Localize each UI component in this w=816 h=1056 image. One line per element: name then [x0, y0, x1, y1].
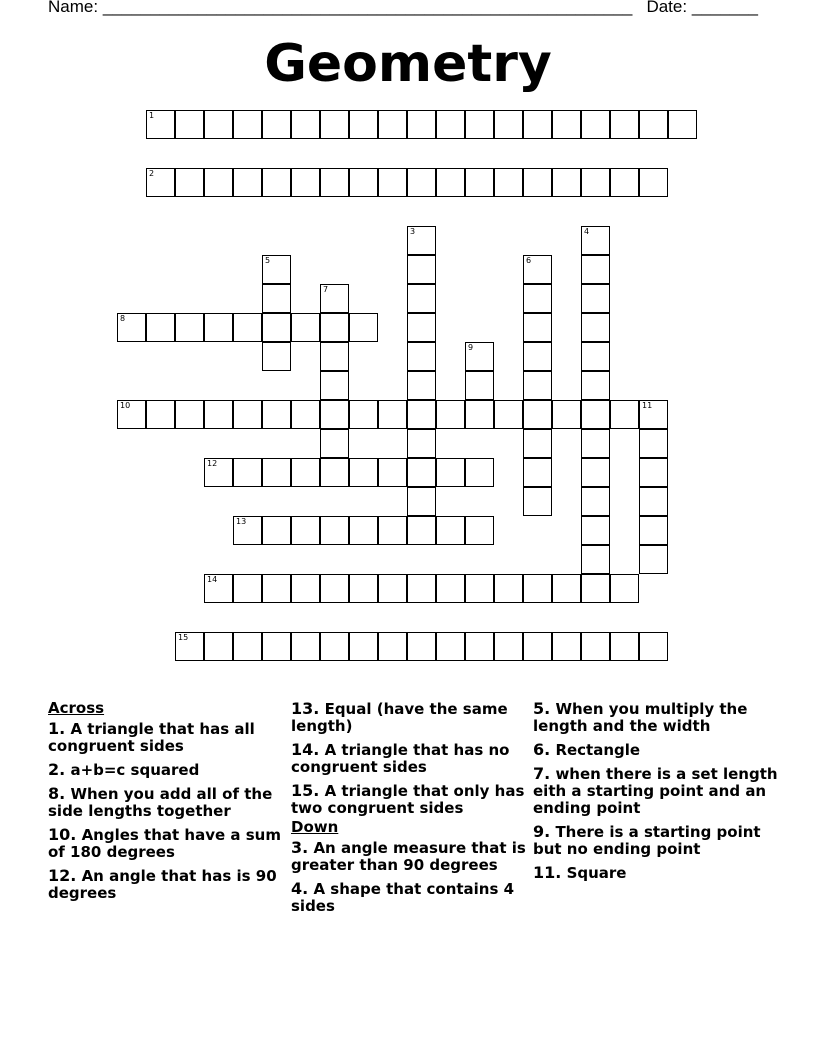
grid-cell[interactable]	[291, 458, 320, 487]
clue-number-label: 14	[207, 575, 218, 584]
grid-cell[interactable]	[407, 458, 436, 487]
clue-number-label: 13	[236, 517, 247, 526]
grid-cell[interactable]	[204, 313, 233, 342]
grid-cell[interactable]	[552, 400, 581, 429]
grid-cell[interactable]	[320, 458, 349, 487]
grid-cell[interactable]	[581, 516, 610, 545]
clue-item	[48, 826, 283, 861]
grid-cell[interactable]	[436, 632, 465, 661]
clue-item	[48, 867, 283, 902]
clue-item	[291, 782, 527, 817]
grid-cell[interactable]	[146, 313, 175, 342]
clue-number-label: 3	[410, 227, 416, 236]
clue-number-label: 6	[526, 256, 532, 265]
clue-text: When you add all of the side lengths together	[48, 785, 273, 820]
grid-cell[interactable]	[204, 110, 233, 139]
clue-item	[533, 765, 783, 817]
clue-number-label: 10	[120, 401, 131, 410]
grid-cell[interactable]	[349, 168, 378, 197]
grid-cell[interactable]	[175, 400, 204, 429]
clue-text: Angles that have a sum of 180 degrees	[48, 826, 281, 861]
grid-cell[interactable]	[407, 516, 436, 545]
grid-cell[interactable]	[204, 168, 233, 197]
grid-cell[interactable]	[465, 168, 494, 197]
clue-number-label: 8	[120, 314, 126, 323]
grid-cell[interactable]	[320, 429, 349, 458]
grid-cell[interactable]	[494, 574, 523, 603]
page-title: Geometry	[264, 34, 552, 94]
grid-cell[interactable]	[523, 110, 552, 139]
grid-cell[interactable]	[291, 313, 320, 342]
clue-text: Equal (have the same length)	[291, 700, 508, 735]
clues-column-2	[291, 700, 527, 921]
grid-cell[interactable]	[407, 110, 436, 139]
grid-cell[interactable]	[320, 574, 349, 603]
grid-cell[interactable]	[523, 574, 552, 603]
clue-number: 14.	[291, 740, 320, 759]
grid-cell[interactable]	[407, 342, 436, 371]
grid-cell[interactable]	[581, 400, 610, 429]
grid-cell[interactable]	[204, 574, 233, 603]
grid-cell[interactable]	[407, 255, 436, 284]
clue-text: a+b=c squared	[65, 761, 200, 779]
grid-cell[interactable]	[262, 458, 291, 487]
grid-cell[interactable]	[610, 168, 639, 197]
grid-cell[interactable]	[610, 400, 639, 429]
grid-cell[interactable]	[581, 487, 610, 516]
grid-cell[interactable]	[639, 168, 668, 197]
grid-cell[interactable]	[233, 574, 262, 603]
down-heading: Down	[291, 818, 339, 836]
grid-cell[interactable]	[552, 574, 581, 603]
grid-cell[interactable]	[233, 168, 262, 197]
grid-cell[interactable]	[349, 458, 378, 487]
grid-cell[interactable]	[233, 632, 262, 661]
grid-cell[interactable]	[610, 574, 639, 603]
grid-cell[interactable]	[668, 110, 697, 139]
clue-text: There is a starting point but no ending point	[533, 823, 761, 858]
grid-cell[interactable]	[581, 226, 610, 255]
grid-cell[interactable]	[291, 632, 320, 661]
grid-cell[interactable]	[436, 110, 465, 139]
grid-cell[interactable]	[233, 400, 262, 429]
grid-cell[interactable]	[523, 342, 552, 371]
grid-cell[interactable]	[639, 458, 668, 487]
grid-cell[interactable]	[581, 110, 610, 139]
grid-cell[interactable]	[262, 168, 291, 197]
grid-cell[interactable]	[291, 400, 320, 429]
grid-cell[interactable]	[436, 400, 465, 429]
grid-cell[interactable]	[378, 168, 407, 197]
grid-cell[interactable]	[349, 400, 378, 429]
grid-cell[interactable]	[233, 110, 262, 139]
clue-number: 9.	[533, 822, 551, 841]
grid-cell[interactable]	[262, 313, 291, 342]
grid-cell[interactable]	[610, 110, 639, 139]
grid-cell[interactable]	[639, 545, 668, 574]
grid-cell[interactable]	[639, 429, 668, 458]
clue-number: 10.	[48, 825, 77, 844]
grid-cell[interactable]	[233, 458, 262, 487]
name-label: Name:	[48, 0, 99, 16]
grid-cell[interactable]	[378, 516, 407, 545]
grid-cell[interactable]	[262, 110, 291, 139]
clue-number: 1.	[48, 719, 66, 738]
grid-cell[interactable]	[320, 632, 349, 661]
grid-cell[interactable]	[175, 313, 204, 342]
grid-cell[interactable]	[581, 632, 610, 661]
clue-text: An angle that has is 90 degrees	[48, 867, 277, 902]
clue-number: 15.	[291, 781, 320, 800]
clue-number-label: 9	[468, 343, 474, 352]
grid-cell[interactable]	[175, 632, 204, 661]
clues-column-3	[533, 700, 783, 888]
clue-number: 11.	[533, 863, 562, 882]
grid-cell[interactable]	[407, 429, 436, 458]
clue-number: 3.	[291, 838, 309, 857]
grid-cell[interactable]	[407, 487, 436, 516]
grid-cell[interactable]	[639, 487, 668, 516]
clue-item	[533, 700, 783, 735]
grid-cell[interactable]	[291, 516, 320, 545]
grid-cell[interactable]	[610, 632, 639, 661]
clue-number: 13.	[291, 699, 320, 718]
grid-cell[interactable]	[378, 632, 407, 661]
grid-cell[interactable]	[523, 313, 552, 342]
grid-cell[interactable]	[262, 632, 291, 661]
grid-cell[interactable]	[494, 168, 523, 197]
grid-cell[interactable]	[494, 110, 523, 139]
grid-cell[interactable]	[581, 574, 610, 603]
grid-cell[interactable]	[262, 342, 291, 371]
clue-text: when there is a set length eith a starting point and an ending point	[533, 765, 778, 817]
grid-cell[interactable]	[320, 371, 349, 400]
grid-cell[interactable]	[233, 516, 262, 545]
grid-cell[interactable]	[146, 110, 175, 139]
grid-cell[interactable]	[233, 313, 262, 342]
grid-cell[interactable]	[262, 255, 291, 284]
grid-cell[interactable]	[320, 168, 349, 197]
grid-cell[interactable]	[465, 342, 494, 371]
grid-cell[interactable]	[523, 632, 552, 661]
clue-text: A triangle that has all congruent sides	[48, 720, 255, 755]
grid-cell[interactable]	[581, 342, 610, 371]
grid-cell[interactable]	[407, 313, 436, 342]
grid-cell[interactable]	[407, 371, 436, 400]
grid-cell[interactable]	[407, 168, 436, 197]
grid-cell[interactable]	[465, 574, 494, 603]
grid-cell[interactable]	[436, 168, 465, 197]
grid-cell[interactable]	[320, 342, 349, 371]
grid-cell[interactable]	[146, 168, 175, 197]
grid-cell[interactable]	[581, 545, 610, 574]
grid-cell[interactable]	[639, 516, 668, 545]
clue-item	[48, 785, 283, 820]
grid-cell[interactable]	[523, 284, 552, 313]
grid-cell[interactable]	[349, 574, 378, 603]
clue-number: 12.	[48, 866, 77, 885]
grid-cell[interactable]	[349, 516, 378, 545]
grid-cell[interactable]	[378, 458, 407, 487]
grid-cell[interactable]	[320, 400, 349, 429]
clue-number-label: 1	[149, 111, 155, 120]
grid-cell[interactable]	[523, 400, 552, 429]
grid-cell[interactable]	[523, 458, 552, 487]
grid-cell[interactable]	[581, 458, 610, 487]
grid-cell[interactable]	[523, 487, 552, 516]
clue-number: 2.	[48, 760, 66, 779]
grid-cell[interactable]	[262, 284, 291, 313]
date-label: Date:	[646, 0, 688, 16]
grid-cell[interactable]	[378, 110, 407, 139]
grid-cell[interactable]	[639, 400, 668, 429]
grid-cell[interactable]	[175, 110, 204, 139]
grid-cell[interactable]	[552, 632, 581, 661]
grid-cell[interactable]	[175, 168, 204, 197]
clue-text: A shape that contains 4 sides	[291, 880, 515, 915]
clue-text: Rectangle	[550, 741, 641, 759]
clue-text: A triangle that has no congruent sides	[291, 741, 510, 776]
clue-item	[533, 864, 783, 882]
grid-cell[interactable]	[465, 371, 494, 400]
grid-cell[interactable]	[146, 400, 175, 429]
grid-cell[interactable]	[407, 632, 436, 661]
clue-text: A triangle that only has two congruent sides	[291, 782, 525, 817]
grid-cell[interactable]	[494, 632, 523, 661]
clue-number-label: 15	[178, 633, 189, 642]
grid-cell[interactable]	[407, 574, 436, 603]
grid-cell[interactable]	[204, 458, 233, 487]
grid-cell[interactable]	[320, 516, 349, 545]
clue-number: 4.	[291, 879, 309, 898]
grid-cell[interactable]	[523, 255, 552, 284]
grid-cell[interactable]	[349, 313, 378, 342]
grid-cell[interactable]	[581, 284, 610, 313]
grid-cell[interactable]	[117, 313, 146, 342]
grid-cell[interactable]	[262, 400, 291, 429]
grid-cell[interactable]	[407, 284, 436, 313]
grid-cell[interactable]	[117, 400, 146, 429]
grid-cell[interactable]	[523, 429, 552, 458]
grid-cell[interactable]	[581, 168, 610, 197]
clue-number-label: 2	[149, 169, 155, 178]
clue-item	[48, 720, 283, 755]
grid-cell[interactable]	[494, 400, 523, 429]
grid-cell[interactable]	[436, 458, 465, 487]
grid-cell[interactable]	[204, 632, 233, 661]
clue-item	[291, 700, 527, 735]
grid-cell[interactable]	[581, 313, 610, 342]
grid-cell[interactable]	[639, 110, 668, 139]
clue-number: 6.	[533, 740, 551, 759]
name-field[interactable]: ________________________________________________________	[102, 0, 633, 16]
grid-cell[interactable]	[465, 632, 494, 661]
clue-item	[533, 741, 783, 759]
clue-text: An angle measure that is greater than 90 degrees	[291, 839, 526, 874]
clue-number-label: 5	[265, 256, 271, 265]
clue-number-label: 4	[584, 227, 590, 236]
grid-cell[interactable]	[581, 429, 610, 458]
grid-cell[interactable]	[552, 110, 581, 139]
grid-cell[interactable]	[320, 284, 349, 313]
clue-number: 8.	[48, 784, 66, 803]
grid-cell[interactable]	[378, 400, 407, 429]
grid-cell[interactable]	[291, 168, 320, 197]
clue-number-label: 7	[323, 285, 329, 294]
grid-cell[interactable]	[407, 226, 436, 255]
grid-cell[interactable]	[523, 371, 552, 400]
clue-number-label: 11	[642, 401, 653, 410]
grid-cell[interactable]	[523, 168, 552, 197]
grid-cell[interactable]	[581, 371, 610, 400]
clue-number-label: 12	[207, 459, 218, 468]
grid-cell[interactable]	[320, 313, 349, 342]
clue-item	[291, 741, 527, 776]
grid-cell[interactable]	[581, 255, 610, 284]
clue-item	[291, 880, 527, 915]
grid-cell[interactable]	[639, 632, 668, 661]
grid-cell[interactable]	[291, 110, 320, 139]
grid-cell[interactable]	[262, 574, 291, 603]
grid-cell[interactable]	[320, 110, 349, 139]
clue-text: When you multiply the length and the width	[533, 700, 748, 735]
grid-cell[interactable]	[465, 458, 494, 487]
grid-cell[interactable]	[349, 632, 378, 661]
grid-cell[interactable]	[291, 574, 320, 603]
grid-cell[interactable]	[407, 400, 436, 429]
clue-item	[48, 761, 283, 779]
clues-column-1	[48, 700, 283, 908]
clue-item	[533, 823, 783, 858]
grid-cell[interactable]	[436, 516, 465, 545]
clue-number: 5.	[533, 699, 551, 718]
clue-number: 7.	[533, 764, 551, 783]
grid-cell[interactable]	[552, 168, 581, 197]
clue-item	[291, 839, 527, 874]
grid-cell[interactable]	[436, 574, 465, 603]
grid-cell[interactable]	[378, 574, 407, 603]
grid-cell[interactable]	[465, 516, 494, 545]
grid-cell[interactable]	[465, 110, 494, 139]
grid-cell[interactable]	[349, 110, 378, 139]
grid-cell[interactable]	[204, 400, 233, 429]
grid-cell[interactable]	[262, 516, 291, 545]
clue-text: Square	[561, 864, 627, 882]
date-field[interactable]: _______	[691, 0, 759, 16]
across-heading: Across	[48, 699, 105, 717]
grid-cell[interactable]	[465, 400, 494, 429]
